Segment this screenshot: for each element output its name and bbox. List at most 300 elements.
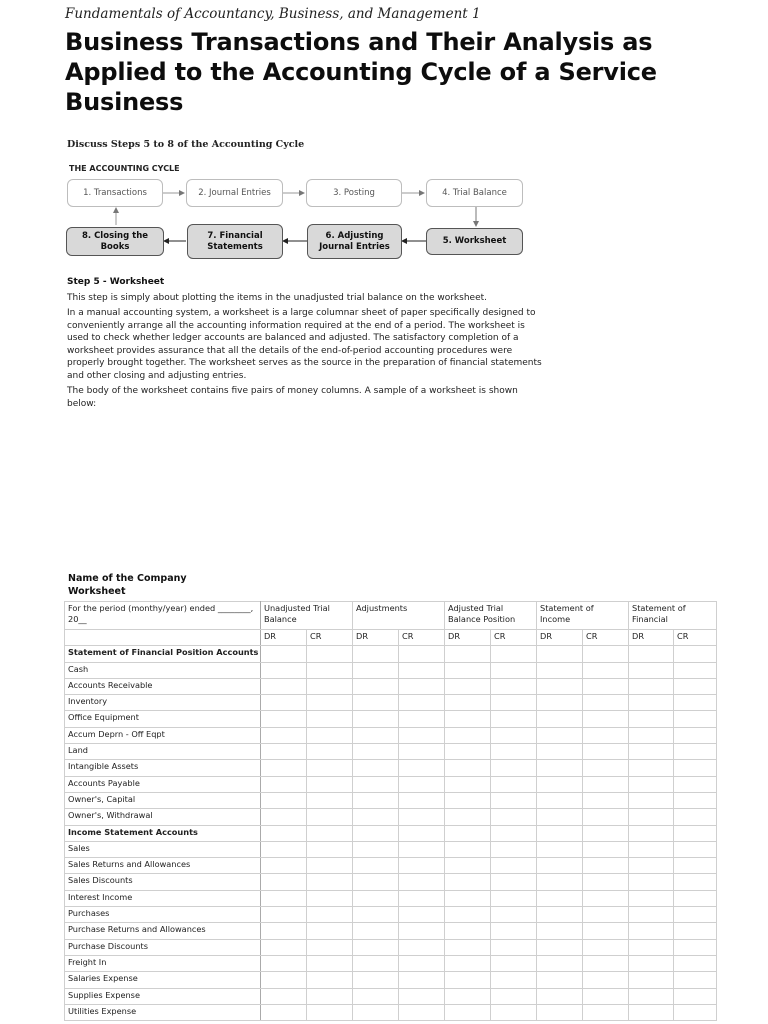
amount-cell	[629, 662, 674, 678]
amount-cell	[445, 890, 491, 906]
amount-cell	[399, 662, 445, 678]
amount-cell	[629, 923, 674, 939]
amount-cell	[353, 923, 399, 939]
amount-cell	[307, 890, 353, 906]
cycle-step-posting: 3. Posting	[306, 179, 402, 207]
amount-cell	[674, 972, 717, 988]
amount-cell	[353, 874, 399, 890]
discuss-heading: Discuss Steps 5 to 8 of the Accounting Cycle	[67, 139, 305, 150]
amount-cell	[491, 890, 537, 906]
amount-cell	[629, 972, 674, 988]
section-label: Income Statement Accounts	[65, 825, 261, 841]
amount-cell	[445, 662, 491, 678]
amount-cell	[353, 858, 399, 874]
amount-cell	[583, 727, 629, 743]
amount-cell	[307, 841, 353, 857]
amount-cell	[261, 874, 307, 890]
amount-cell	[537, 776, 583, 792]
amount-cell	[261, 809, 307, 825]
amount-cell	[537, 955, 583, 971]
amount-cell	[445, 874, 491, 890]
amount-cell	[445, 727, 491, 743]
amount-cell	[491, 678, 537, 694]
account-label: Purchase Returns and Allowances	[65, 923, 261, 939]
amount-cell	[583, 744, 629, 760]
table-row	[65, 874, 717, 890]
amount-cell	[674, 1004, 717, 1020]
amount-cell	[537, 760, 583, 776]
amount-cell	[537, 792, 583, 808]
amount-cell	[261, 907, 307, 923]
amount-cell	[399, 955, 445, 971]
amount-cell	[261, 841, 307, 857]
amount-cell	[537, 939, 583, 955]
cr-header: CR	[399, 630, 445, 646]
amount-cell	[583, 858, 629, 874]
amount-cell	[353, 972, 399, 988]
amount-cell	[261, 727, 307, 743]
amount-cell	[399, 678, 445, 694]
account-label: Inventory	[65, 695, 261, 711]
amount-cell	[583, 972, 629, 988]
account-label: Interest Income	[65, 890, 261, 906]
amount-cell	[261, 890, 307, 906]
amount-cell	[491, 809, 537, 825]
amount-cell	[261, 955, 307, 971]
amount-cell	[261, 646, 307, 662]
amount-cell	[353, 678, 399, 694]
amount-cell	[491, 955, 537, 971]
amount-cell	[445, 792, 491, 808]
table-row	[65, 972, 717, 988]
table-row	[65, 858, 717, 874]
amount-cell	[583, 874, 629, 890]
company-name: Name of the Company	[68, 573, 187, 584]
amount-cell	[674, 662, 717, 678]
amount-cell	[491, 1004, 537, 1020]
amount-cell	[399, 858, 445, 874]
amount-cell	[629, 809, 674, 825]
amount-cell	[583, 809, 629, 825]
amount-cell	[445, 825, 491, 841]
amount-cell	[491, 646, 537, 662]
account-label: Accum Deprn - Off Eqpt	[65, 727, 261, 743]
amount-cell	[629, 955, 674, 971]
table-row	[65, 695, 717, 711]
amount-cell	[261, 711, 307, 727]
amount-cell	[399, 809, 445, 825]
amount-cell	[583, 955, 629, 971]
amount-cell	[261, 825, 307, 841]
cycle-step-journal-entries: 2. Journal Entries	[186, 179, 283, 207]
account-label: Accounts Payable	[65, 776, 261, 792]
amount-cell	[353, 825, 399, 841]
amount-cell	[537, 825, 583, 841]
amount-cell	[674, 858, 717, 874]
amount-cell	[307, 874, 353, 890]
amount-cell	[399, 776, 445, 792]
amount-cell	[399, 1004, 445, 1020]
amount-cell	[307, 662, 353, 678]
amount-cell	[399, 727, 445, 743]
amount-cell	[629, 825, 674, 841]
table-row	[65, 809, 717, 825]
amount-cell	[445, 711, 491, 727]
document-title: Business Transactions and Their Analysis as Applied to the Accounting Cycle of a Service Business	[65, 28, 657, 116]
amount-cell	[537, 972, 583, 988]
amount-cell	[261, 923, 307, 939]
amount-cell	[674, 955, 717, 971]
table-row	[65, 792, 717, 808]
amount-cell	[353, 646, 399, 662]
step5-paragraph-2: In a manual accounting system, a worksheet is a large columnar sheet of paper specifically designed to conveniently arrange all the accounting information required at the end of a period. The worksheet is used to check whether ledger accounts are balanced and adjusted. The satisfactory completion of a worksheet provides assurance that all the details of the end-of-period accounting procedures were properly brought together. The worksheet serves as the source in the preparation of financial statements and other closing and adjusting entries.	[67, 308, 542, 381]
amount-cell	[399, 825, 445, 841]
amount-cell	[445, 841, 491, 857]
account-label: Salaries Expense	[65, 972, 261, 988]
amount-cell	[674, 890, 717, 906]
amount-cell	[583, 825, 629, 841]
amount-cell	[307, 695, 353, 711]
worksheet-table	[64, 601, 717, 1021]
amount-cell	[445, 988, 491, 1004]
amount-cell	[445, 678, 491, 694]
amount-cell	[399, 907, 445, 923]
amount-cell	[307, 711, 353, 727]
account-label: Owner's, Capital	[65, 792, 261, 808]
amount-cell	[307, 776, 353, 792]
amount-cell	[537, 923, 583, 939]
amount-cell	[629, 744, 674, 760]
amount-cell	[629, 646, 674, 662]
amount-cell	[399, 695, 445, 711]
amount-cell	[399, 972, 445, 988]
amount-cell	[353, 727, 399, 743]
amount-cell	[399, 744, 445, 760]
amount-cell	[491, 662, 537, 678]
amount-cell	[307, 988, 353, 1004]
amount-cell	[491, 776, 537, 792]
amount-cell	[629, 727, 674, 743]
dr-header: DR	[261, 630, 307, 646]
table-row	[65, 776, 717, 792]
amount-cell	[307, 727, 353, 743]
amount-cell	[674, 988, 717, 1004]
dr-header: DR	[537, 630, 583, 646]
step5-heading: Step 5 - Worksheet	[67, 277, 165, 287]
amount-cell	[307, 923, 353, 939]
amount-cell	[491, 923, 537, 939]
amount-cell	[674, 760, 717, 776]
amount-cell	[583, 939, 629, 955]
amount-cell	[445, 858, 491, 874]
col-group-adjustments: Adjustments	[353, 602, 445, 630]
table-row	[65, 760, 717, 776]
table-row	[65, 923, 717, 939]
col-group-adjusted: Adjusted Trial Balance Position	[445, 602, 537, 630]
amount-cell	[491, 695, 537, 711]
amount-cell	[261, 939, 307, 955]
amount-cell	[307, 939, 353, 955]
amount-cell	[307, 955, 353, 971]
amount-cell	[629, 760, 674, 776]
col-group-unadjusted: Unadjusted Trial Balance	[261, 602, 353, 630]
amount-cell	[674, 792, 717, 808]
amount-cell	[353, 907, 399, 923]
amount-cell	[353, 711, 399, 727]
amount-cell	[537, 1004, 583, 1020]
account-label: Supplies Expense	[65, 988, 261, 1004]
amount-cell	[353, 792, 399, 808]
amount-cell	[307, 792, 353, 808]
amount-cell	[537, 727, 583, 743]
cycle-label: THE ACCOUNTING CYCLE	[69, 164, 180, 173]
amount-cell	[353, 744, 399, 760]
amount-cell	[445, 776, 491, 792]
dr-header: DR	[353, 630, 399, 646]
amount-cell	[537, 874, 583, 890]
amount-cell	[307, 825, 353, 841]
account-label: Sales Discounts	[65, 874, 261, 890]
table-row	[65, 907, 717, 923]
amount-cell	[583, 776, 629, 792]
amount-cell	[674, 939, 717, 955]
period-cell: For the period (monthy/year) ended ________, 20__	[65, 602, 261, 630]
amount-cell	[307, 1004, 353, 1020]
amount-cell	[353, 841, 399, 857]
amount-cell	[261, 972, 307, 988]
table-row	[65, 841, 717, 857]
table-row	[65, 1004, 717, 1020]
amount-cell	[583, 760, 629, 776]
amount-cell	[537, 695, 583, 711]
step5-paragraph-1: This step is simply about plotting the items in the unadjusted trial balance on the worksheet.	[67, 293, 487, 303]
account-label: Purchase Discounts	[65, 939, 261, 955]
table-row	[65, 939, 717, 955]
amount-cell	[674, 874, 717, 890]
amount-cell	[674, 744, 717, 760]
table-row	[65, 744, 717, 760]
amount-cell	[491, 825, 537, 841]
amount-cell	[674, 678, 717, 694]
amount-cell	[491, 760, 537, 776]
amount-cell	[583, 988, 629, 1004]
amount-cell	[674, 776, 717, 792]
table-row	[65, 988, 717, 1004]
amount-cell	[629, 695, 674, 711]
amount-cell	[445, 809, 491, 825]
account-label: Accounts Receivable	[65, 678, 261, 694]
account-label: Sales	[65, 841, 261, 857]
amount-cell	[629, 841, 674, 857]
amount-cell	[307, 760, 353, 776]
amount-cell	[353, 890, 399, 906]
amount-cell	[261, 760, 307, 776]
amount-cell	[629, 890, 674, 906]
amount-cell	[674, 695, 717, 711]
amount-cell	[261, 662, 307, 678]
amount-cell	[537, 890, 583, 906]
amount-cell	[353, 695, 399, 711]
document-subtitle: Fundamentals of Accountancy, Business, and Management 1	[65, 6, 481, 22]
amount-cell	[537, 809, 583, 825]
amount-cell	[583, 678, 629, 694]
worksheet-title: Worksheet	[68, 586, 126, 597]
amount-cell	[445, 972, 491, 988]
amount-cell	[583, 792, 629, 808]
cr-header: CR	[307, 630, 353, 646]
amount-cell	[261, 792, 307, 808]
amount-cell	[353, 776, 399, 792]
worksheet-heading	[68, 572, 187, 598]
amount-cell	[399, 874, 445, 890]
amount-cell	[537, 662, 583, 678]
col-group-income: Statement of Income	[537, 602, 629, 630]
amount-cell	[674, 646, 717, 662]
amount-cell	[629, 792, 674, 808]
account-label: Utilities Expense	[65, 1004, 261, 1020]
cycle-step-transactions: 1. Transactions	[67, 179, 163, 207]
cr-header: CR	[491, 630, 537, 646]
amount-cell	[491, 727, 537, 743]
worksheet-body	[65, 646, 717, 1021]
amount-cell	[445, 646, 491, 662]
amount-cell	[353, 760, 399, 776]
amount-cell	[307, 744, 353, 760]
amount-cell	[537, 907, 583, 923]
amount-cell	[399, 890, 445, 906]
col-group-financial: Statement of Financial	[629, 602, 717, 630]
table-row	[65, 678, 717, 694]
table-row	[65, 955, 717, 971]
amount-cell	[583, 695, 629, 711]
amount-cell	[583, 907, 629, 923]
cycle-step-closing-books: 8. Closing the Books	[66, 227, 164, 256]
table-row	[65, 711, 717, 727]
account-label: Owner's, Withdrawal	[65, 809, 261, 825]
amount-cell	[353, 809, 399, 825]
amount-cell	[445, 760, 491, 776]
amount-cell	[491, 939, 537, 955]
amount-cell	[261, 695, 307, 711]
amount-cell	[629, 874, 674, 890]
amount-cell	[261, 1004, 307, 1020]
amount-cell	[307, 858, 353, 874]
amount-cell	[583, 662, 629, 678]
amount-cell	[674, 809, 717, 825]
amount-cell	[491, 744, 537, 760]
amount-cell	[307, 972, 353, 988]
table-row	[65, 662, 717, 678]
amount-cell	[445, 907, 491, 923]
amount-cell	[629, 776, 674, 792]
account-label: Office Equipment	[65, 711, 261, 727]
amount-cell	[583, 1004, 629, 1020]
amount-cell	[399, 792, 445, 808]
amount-cell	[583, 923, 629, 939]
amount-cell	[629, 1004, 674, 1020]
blank-cell	[65, 630, 261, 646]
amount-cell	[674, 907, 717, 923]
amount-cell	[491, 874, 537, 890]
amount-cell	[445, 1004, 491, 1020]
amount-cell	[445, 695, 491, 711]
cycle-step-worksheet: 5. Worksheet	[426, 228, 523, 255]
cycle-step-trial-balance: 4. Trial Balance	[426, 179, 523, 207]
amount-cell	[537, 711, 583, 727]
amount-cell	[583, 890, 629, 906]
amount-cell	[674, 727, 717, 743]
amount-cell	[629, 988, 674, 1004]
amount-cell	[353, 988, 399, 1004]
amount-cell	[399, 939, 445, 955]
amount-cell	[629, 858, 674, 874]
table-row	[65, 727, 717, 743]
cr-header: CR	[674, 630, 717, 646]
amount-cell	[537, 646, 583, 662]
amount-cell	[629, 711, 674, 727]
amount-cell	[307, 678, 353, 694]
amount-cell	[261, 678, 307, 694]
amount-cell	[445, 923, 491, 939]
amount-cell	[629, 907, 674, 923]
amount-cell	[491, 907, 537, 923]
amount-cell	[537, 744, 583, 760]
table-row	[65, 890, 717, 906]
amount-cell	[399, 923, 445, 939]
amount-cell	[491, 988, 537, 1004]
amount-cell	[399, 760, 445, 776]
amount-cell	[537, 678, 583, 694]
cycle-step-financial-statements: 7. Financial Statements	[187, 224, 283, 259]
table-row	[65, 825, 717, 841]
table-row	[65, 646, 717, 662]
account-label: Freight In	[65, 955, 261, 971]
amount-cell	[491, 792, 537, 808]
amount-cell	[537, 841, 583, 857]
amount-cell	[307, 646, 353, 662]
amount-cell	[629, 939, 674, 955]
amount-cell	[353, 1004, 399, 1020]
amount-cell	[307, 809, 353, 825]
amount-cell	[674, 711, 717, 727]
cycle-step-adjusting-entries: 6. Adjusting Journal Entries	[307, 224, 402, 259]
amount-cell	[491, 972, 537, 988]
amount-cell	[629, 678, 674, 694]
amount-cell	[583, 646, 629, 662]
amount-cell	[491, 858, 537, 874]
amount-cell	[353, 939, 399, 955]
cr-header: CR	[583, 630, 629, 646]
amount-cell	[537, 988, 583, 1004]
amount-cell	[583, 841, 629, 857]
amount-cell	[445, 939, 491, 955]
amount-cell	[353, 662, 399, 678]
amount-cell	[491, 711, 537, 727]
amount-cell	[307, 907, 353, 923]
amount-cell	[674, 825, 717, 841]
amount-cell	[583, 711, 629, 727]
amount-cell	[674, 841, 717, 857]
amount-cell	[353, 955, 399, 971]
section-label: Statement of Financial Position Accounts	[65, 646, 261, 662]
amount-cell	[537, 858, 583, 874]
amount-cell	[261, 776, 307, 792]
amount-cell	[445, 955, 491, 971]
account-label: Cash	[65, 662, 261, 678]
account-label: Land	[65, 744, 261, 760]
dr-header: DR	[445, 630, 491, 646]
amount-cell	[261, 744, 307, 760]
